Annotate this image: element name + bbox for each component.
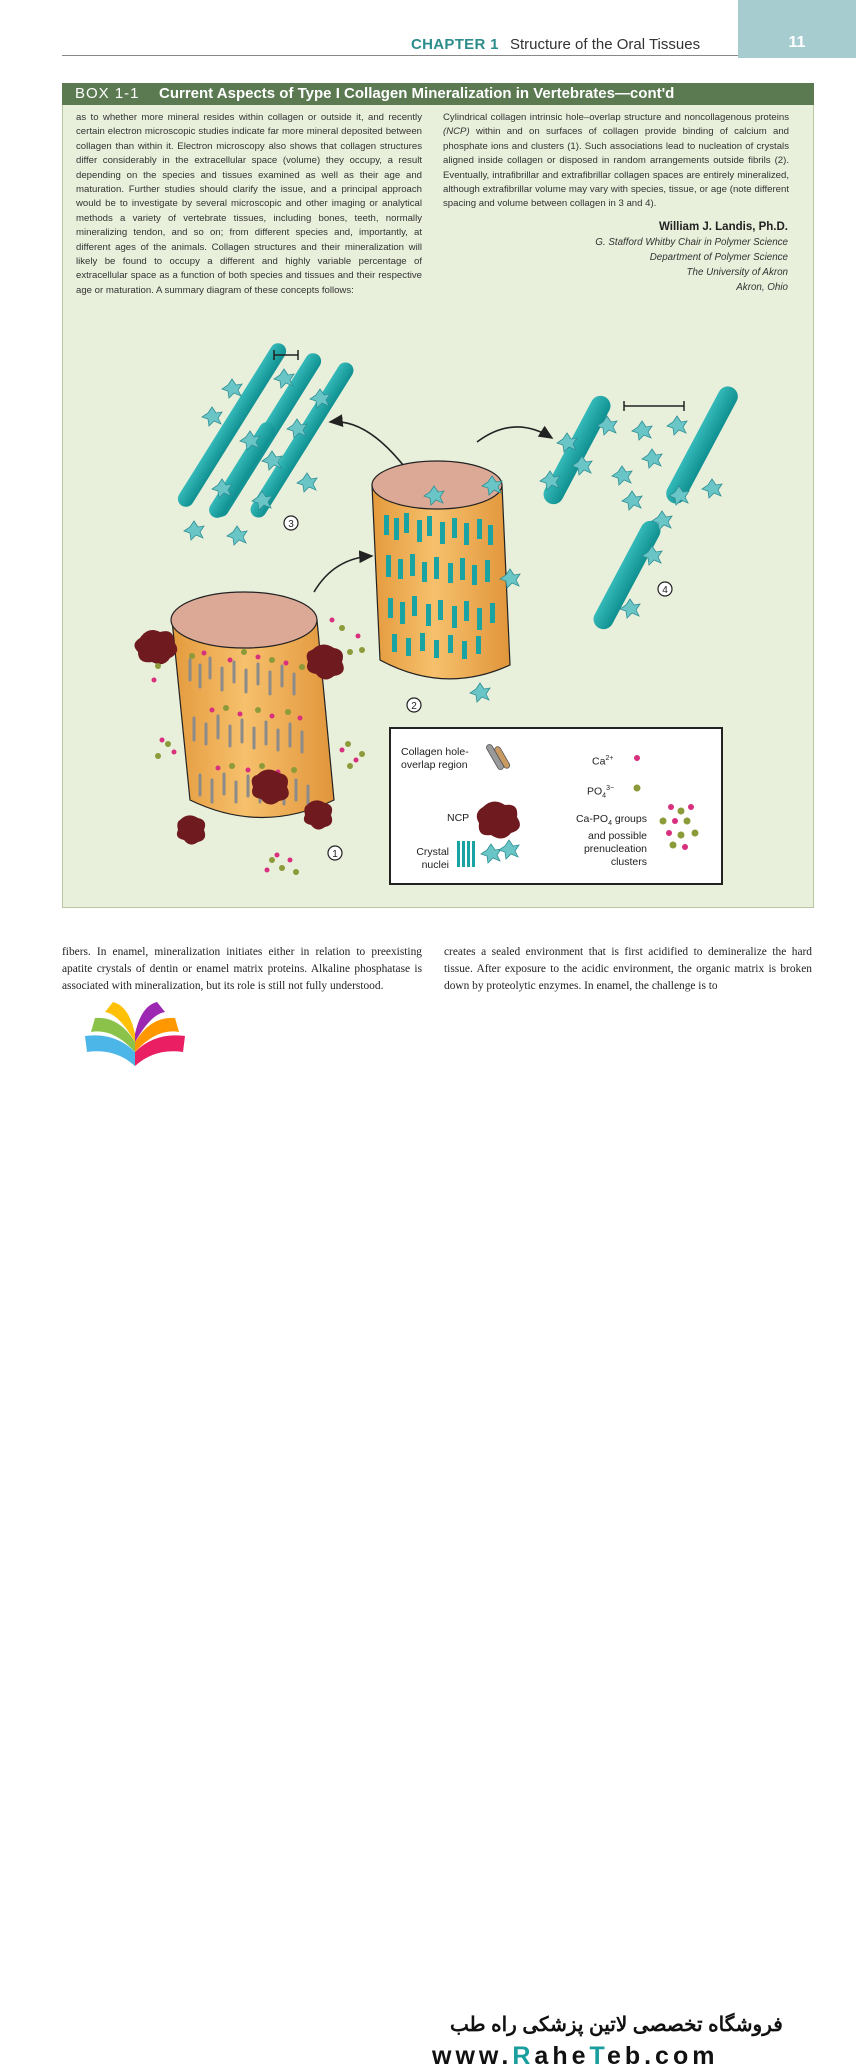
url-suffix: eb.com — [606, 2042, 719, 2070]
crystal-nuclei-icon — [457, 840, 519, 867]
author-university: The University of Akron — [686, 267, 788, 278]
legend-cluster-line4: clusters — [610, 856, 647, 869]
legend-po-charge: 3− — [606, 785, 615, 792]
cluster-icon — [660, 804, 699, 850]
body-text-left: fibers. In enamel, mineralization initiates either in relation to preexisting apatite crystals of dentin or enamel matrix proteins. Alkaline phosphatase is associated with mineralization, but its role is still not fully understood. — [62, 946, 422, 992]
legend-po: PO — [587, 785, 603, 798]
ncp-icon — [477, 801, 520, 838]
legend-hole-line2: overlap region — [401, 759, 468, 771]
calcium-icon — [634, 755, 640, 761]
legend-capo-sub: 4 — [608, 820, 612, 828]
author-city: Akron, Ohio — [736, 282, 788, 293]
hole-overlap-icon — [485, 740, 510, 772]
box-text-right-start: Cylindrical collagen intrinsic hole–overlap structure and noncollagenous proteins — [443, 112, 789, 123]
legend-ca-charge: 2+ — [605, 755, 614, 762]
legend-crystal-line2: nuclei — [421, 859, 449, 871]
url-t: T — [589, 2042, 607, 2070]
legend-crystal-label — [409, 846, 449, 872]
legend-phosphate-label — [587, 782, 614, 803]
author-title: G. Stafford Whitby Chair in Polymer Science — [595, 237, 788, 248]
url-prefix: www. — [432, 2042, 513, 2070]
url-r: R — [512, 2042, 535, 2070]
legend-cluster-line3: prenucleation — [583, 843, 647, 856]
legend-hole-overlap-label — [401, 746, 469, 772]
box-header — [62, 83, 814, 105]
marker-3: 3 — [288, 519, 294, 530]
body-text-right: creates a sealed environment that is first acidified to demineralize the hard tissue. After exposure to the acidic environment, the organic matrix is broken down by proteolytic enzymes. In enamel, the challenge is to — [444, 946, 812, 992]
author-name: William J. Landis, Ph.D. — [659, 221, 788, 233]
legend-ca: Ca — [592, 755, 606, 768]
panel-4-fibrils — [540, 383, 741, 633]
legend-cluster-line1 — [543, 813, 647, 830]
box-text-left: as to whether more mineral resides within collagen or outside it, and recently certain electron microscopic studies indicate far more mineral deposited between collagen than within it. Electron microscopy also shows that collagen structures differ considerably in the extracellular space (volume) they occupy, a result depending on the species and tissues examined as well as their age and maturation. Further studies should clarify the issue, and a principal approach would be to investigate by several microscopic and other imaging or analytical methods a variety of vertebrate tissues, including bones, teeth, normally mineralizing tendon, and so on; from different species and, importantly, at different ages of the animals. Collagen structures and their mineralization will likely be found to occupy a different and highly variable percentage of extracellular space as a function of both species and tissues and their respective age or maturation. A summary diagram of these concepts follows: — [76, 112, 422, 296]
signature-block — [520, 220, 788, 295]
legend-hole-line1: Collagen hole- — [401, 746, 469, 758]
store-name-persian: فروشگاه تخصصی لاتین پزشکی راه طب — [450, 2014, 783, 2036]
arrow-to-4 — [477, 427, 552, 442]
page-number: 11 — [788, 34, 806, 51]
figure-legend — [389, 727, 723, 885]
legend-po-sub: 4 — [602, 792, 607, 800]
arrow-to-3 — [330, 422, 407, 470]
marker-2: 2 — [411, 701, 417, 712]
arrow-to-2 — [314, 556, 372, 592]
url-mid: ahe — [534, 2042, 590, 2070]
legend-capo: Ca-PO — [575, 813, 609, 825]
running-header — [0, 0, 856, 58]
store-url — [432, 2042, 718, 2071]
legend-cluster-line2: and possible — [588, 830, 647, 843]
box-title: Current Aspects of Type I Collagen Mineralization in Vertebrates—cont'd — [159, 85, 675, 102]
chapter-title: Structure of the Oral Tissues — [510, 36, 701, 53]
legend-crystal-line1: Crystal — [416, 846, 449, 858]
author-department: Department of Polymer Science — [649, 252, 788, 263]
panel-1-fibril-with-ncp — [134, 592, 365, 875]
marker-1: 1 — [332, 849, 338, 860]
legend-ncp-label: NCP — [447, 812, 470, 824]
legend-calcium-label — [592, 752, 613, 769]
box-label: BOX 1-1 — [75, 85, 140, 102]
marker-4: 4 — [662, 585, 668, 596]
panel-3-fibrils — [175, 340, 357, 545]
watermark-footer — [0, 996, 856, 2070]
phosphate-icon — [634, 785, 641, 792]
book-logo-icon — [75, 996, 205, 1080]
ncp-abbrev: (NCP) — [443, 126, 470, 138]
legend-cluster-label — [543, 813, 647, 869]
box-text-right — [443, 111, 789, 212]
box-text-right-end: within and on surfaces of collagen provide binding of calcium and phosphate ions and clusters (1). Such associations lead to nucleation of crystals aligned inside collagen or disposed in random arrangements outside fibrils (2). Eventually, intrafibrillar and extrafibrillar collagen spaces are entirely mineralized, although extrafibrillar volume may vary with species, tissue, or age (note different spacing and volume between collagen in 3 and 4). — [443, 126, 789, 210]
chapter-label: CHAPTER 1 — [411, 36, 499, 53]
panel-2-mineralized-fibril — [372, 461, 520, 712]
legend-groups: groups — [611, 813, 647, 825]
header-rule — [62, 55, 738, 56]
page-number-tab — [738, 0, 856, 58]
